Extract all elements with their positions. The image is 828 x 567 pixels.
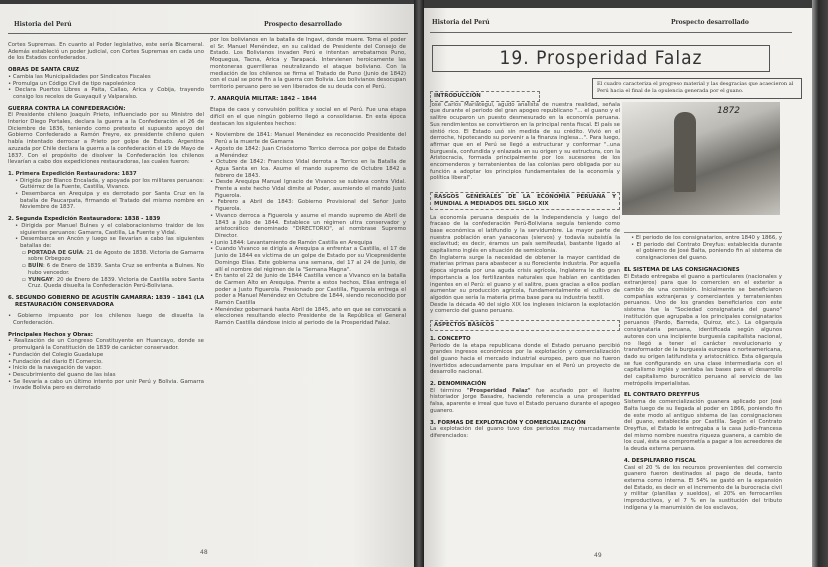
battle-name: YUNGAY xyxy=(28,276,53,283)
section-heading: 2. DENOMINACIÓN xyxy=(430,381,487,388)
image-year: 1872 xyxy=(717,106,740,116)
list-item: • Fundación del Colegio Guadalupe xyxy=(8,352,204,359)
list-item: • Inicio de la navegación de vapor. xyxy=(8,365,204,372)
list-item: • En tanto el 22 de Junio de 1844 Castilla vence a Vivanco en la batalla de Carmen Alto en Arequipa. Frente a estos hechos, Elías entrega el poder a Justo Figuerola. Presionado por Castilla, Figuerola entrega el poder a Manuel Menéndez en Octubre de 1844, siendo reconocido por Ramón Castilla xyxy=(210,273,406,307)
header-rule xyxy=(8,33,408,34)
page-number: 49 xyxy=(594,552,602,559)
section-heading: Principales Hechos y Obras: xyxy=(8,331,93,338)
list-item: • Agosto de 1842: Juan Crisóstomo Torrico derroca por golpe de Estado a Menéndez xyxy=(210,146,406,159)
section-heading: EL SISTEMA DE LAS CONSIGNACIONES xyxy=(624,266,740,273)
list-item: • Desembarca en Ancón y luego se llevarían a cabo las siguientes batallas de: xyxy=(8,236,204,249)
list-item: • Promulga un Código Civil de tipo napoleónico xyxy=(8,81,204,88)
paragraph: El Presidente chileno Joaquín Prieto, influenciado por su Ministro del Interior Diego Portales, declara la guerra a la Confederación el 26 de Diciembre de 1836, teniendo como pretexto el supuesto apoyo del Gobierno Confederado a Ramón Freyre, ex presidente chileno quien había intentado derrocar a Prieto por golpe de Estado. Argentina azuzada por Chile declara la guerra a la confederación el 19 de Mayo de 1837. Con el propósito de disolver la Confederación los chilenos llevarían a cabo dos expediciones restauradoras, las cuales fueron: xyxy=(8,112,204,166)
paragraph: Desde la década 40 del siglo XIX los ingleses iniciaron la explotación y comercio del guano peruano. xyxy=(430,301,620,315)
list-item: • Dirigida por Manuel Bulnes y el colaboracionismo traidor de los siguientes peruanos: Gamarra, Castilla, La Fuente y Vidal. xyxy=(8,223,204,236)
right-column-2 xyxy=(624,235,782,511)
paragraph: El término "Prosperidad Falaz" fue acuñado por el ilustre historiador Jorge Basadre, haciendo referencia a una prosperidad falsa, aparente e irreal que tuvo el Estado peruano durante el apogeo guanero. xyxy=(430,387,620,414)
section-heading: GUERRA CONTRA LA CONFEDERACIÓN: xyxy=(8,105,126,112)
running-header-left: Historia del Perú xyxy=(14,21,72,28)
section-heading: 7. ANARQUÍA MILITAR: 1842 – 1844 xyxy=(210,95,317,102)
left-column-1 xyxy=(8,42,204,392)
running-header-right: Prospecto desarrollado xyxy=(264,21,342,28)
page-number: 48 xyxy=(200,549,208,556)
battle-item xyxy=(8,263,204,276)
header-rule xyxy=(430,32,792,33)
divider xyxy=(624,232,782,233)
list-item: • Menéndez gobernará hasta Abril de 1845, año en que se convocará a elecciones resultando electo Presidente de la República el General Ramón Castilla dándose inicio al periodo de la Prosperidad Falaz. xyxy=(210,307,406,327)
book-gutter xyxy=(414,0,424,567)
battle-text: : 21 de Agosto de 1838. Victoria de Gamarra sobre Orbegozo xyxy=(28,249,204,263)
battle-item xyxy=(8,250,204,263)
battle-text: : 20 de Enero de 1839. Victoria de Castilla sobre Santa Cruz. Queda disuelta la Confederación Perú-Boliviana. xyxy=(28,276,204,290)
section-heading: 1. CONCEPTO xyxy=(430,335,471,342)
intro-heading: INTRODUCCIÓN xyxy=(430,91,540,102)
running-header-right: Prospecto desarrollado xyxy=(671,19,749,26)
list-item: • El periodo del Contrato Dreyfus: establecida durante el gobierno de José Balta, poniendo fin al sistema de consignaciones del guano. xyxy=(624,242,782,262)
list-item: • Octubre de 1842: Francisco Vidal derrota a Torrico en la Batalla de Agua Santa en Ica. Asume el mando supremo de Octubre 1842 a febrero de 1843. xyxy=(210,159,406,179)
paragraph: Sistema de comercialización guanera aplicado por José Balta luego de su llegada al poder en 1866, poniendo fin de este modo al antiguo sistema de las consignaciones del guano, establecida por Castilla. Según el Contrato Dreyffus, el Estado le entregaba a la casa judío-francesa del mismo nombre nuestra riqueza guanera, a cambio de los cual, ésta se comprometía a pagar a los acreedores de la deuda externa peruana. xyxy=(624,399,782,453)
paragraph: El Estado entregaba el guano a particulares (nacionales y extranjeros) para que lo comercien en el exterior a cambio de una comisión. Inicialmente se beneficiaron compañías extranjeras y comerciantes y terratenientes peruanos. Uno de los grandes beneficiarios con este sistema fue la "Sociedad consignataria del guano" institución que agrupaba a los principales consignatarios peruanos (Pardo, Barreda, Quiroz, etc.). La oligarquía consignataria peruana, identificada según algunos autores con una incipiente burguesía capitalista nacional, no llegó a tener el carácter revolucionario y transformador de la burguesía europea o norteamericana, dado su origen latifundista y aristocrático. Esta oligarquía se fue configurando en una clase intermediaria con el capitalismo inglés y sentaba las bases para el desarrollo del capitalismo burocrático peruano al servicio de las metrópolis imperialistas. xyxy=(624,273,782,387)
paragraph: José Carlos Mariátegui, agudo analista de nuestra realidad, señala que durante el periodo del gran apogeo republicano "... el guano y el salitre ocuparon un puesto desmesurado en la economía peruana. Sus rendimientos se convirtieron en la principal renta fiscal. El país se sintió rico. El Estado usó sin medida de su crédito. Vivió en el derroche, hipotecando su porvenir a la finanza inglesa...". Para luego, afirmar que en el Perú se llegó a estructurar y conformar "..una burguesía, confundida y enlazada en su origen y su estructura, con la Aristocracia, formada principalmente por los sucesores de los encomenderos y terratenientes de las colonias pero obligada por su función a adoptar los principios fundamentales de la economía y política liberal". xyxy=(430,101,620,182)
book-right-edge xyxy=(812,0,828,567)
section-heading: OBRAS DE SANTA CRUZ xyxy=(8,67,80,74)
list-item: • Gobierno impuesto por los chilenos luego de disuelta la Confederación. xyxy=(8,313,204,326)
list-item: • Realización de un Congreso Constituyente en Huancayo, donde se promulgará la Constitución de 1839 de carácter conservador. xyxy=(8,338,204,351)
allegorical-figure xyxy=(674,112,696,192)
battle-item xyxy=(8,277,204,290)
battle-name: PORTADA DE GUÍA xyxy=(27,249,83,256)
list-item: • Se llevaría a cabo un último intento por unir Perú y Bolivia. Gamarra invade Bolivia pero es derrotado xyxy=(8,379,204,392)
list-item: • Febrero a Abril de 1843: Gobierno Provisional del Señor Justo Figuerola. xyxy=(210,199,406,212)
right-page xyxy=(424,8,812,567)
battle-name: BUÍN xyxy=(27,263,43,270)
running-header-left: Historia del Perú xyxy=(432,19,490,26)
paragraph: por los bolivianos en la batalla de Ingavi, donde muere. Toma el poder el Sr. Manuel Menéndez, en su calidad de Presidente del Consejo de Estado. Los Bolivianos invaden Perú e intentan arrebatarnos Puno, Moquegua, Tacna, Arica y Tarapacá. Intervienen heroicamente las montoneras guerrilleras neutralizando el ataque boliviano. Con la mediación de los chilenos se firma el Tratado de Puno (Junio de 1842) con el cual se pone fin a la guerra con Bolivia. Los bolivianos desocupan territorio peruano pero se ven liberados de su deuda con el Perú. xyxy=(210,37,406,90)
section-heading-box: ASPECTOS BÁSICOS xyxy=(430,320,620,331)
paragraph: Periodo de la etapa republicana donde el Estado peruano percibió grandes ingresos económicos por la explotación y comercialización del guano hacia el mercado industrial europeo, pero que no fueron invertidos adecuadamente para impulsar en el Perú un proyecto de desarrollo nacional. xyxy=(430,342,620,376)
image-caption: El cuadro caracteriza el progreso material y las desgracias que acaecieron al Perú hacia el final de la opulencia generada por el guano. xyxy=(592,78,802,99)
list-item: • Desde Arequipa Manuel Ignacio de Vivanco se subleva contra Vidal. Frente a este hecho Vidal dimite al Poder, asumiendo el mando Justo Figuerola. xyxy=(210,179,406,199)
list-item: • Junio 1844: Levantamiento de Ramón Castilla en Arequipa xyxy=(210,240,406,247)
paragraph: La explotación del guano tuvo dos periodos muy marcadamente diferenciados: xyxy=(430,426,620,439)
paragraph: Etapa de caos y convulsión política y social en el Perú. Fue una etapa difícil en el que ningún gobierno llegó a consolidarse. En esta época destacan los siguientes hechos: xyxy=(210,107,406,127)
right-column-1 xyxy=(430,91,620,440)
section-heading: 6. SEGUNDO GOBIERNO DE AGUSTÍN GAMARRA: 1839 – 1841 (LA RESTAURACIÓN CONSERVADORA xyxy=(8,294,204,308)
list-item: • Cuando Vivanco se dirigía a Arequipa a enfrentar a Castilla, el 17 de Junio de 1844 es víctima de un golpe de Estado por su Vicepresidente Domingo Elías. Este gobierna una semana, del 17 al 24 de Junio, de allí el nombre del régimen de la "Semana Magna". xyxy=(210,246,406,273)
paragraph: Casi el 20 % de los recursos provenientes del comercio guanero fueron destinados al pago de deuda, tanto externa como interna. El 54% se gastó en la expansión del Estado, es decir en el incremento de la burocracia civil y militar (planillas y sueldos), el 20% en ferrocarriles improductivos, y el 7 % en la sustitución del tributo indígena y la manumisión de los esclavos, xyxy=(624,464,782,511)
list-item: • Desembarca en Arequipa y es derrotado por Santa Cruz en la batalla de Paucarpata, firmando el Tratado del mismo nombre en Noviembre de 1837. xyxy=(8,191,204,211)
list-item: • Noviembre de 1841: Manuel Menéndez es reconocido Presidente del Perú a la muerte de Gamarra xyxy=(210,132,406,145)
paragraph: En Inglaterra surge la necesidad de obtener la mayor cantidad de materias primas para abastecer a su floreciente industria. Por aquella época signada por una aguda crisis agrícola, Inglaterra le dio gran importancia a los fertilizantes naturales que habían en cantidades ingentes en el Perú: el guano y el salitre, pues gracias a ellos podían aumentar su producción agrícola, fundamentalmente el cultivo de algodón que sería la materia prima base para su industria textil. xyxy=(430,254,620,301)
list-item: • Declara Puertos Libres a Paita, Callao, Arica y Cobija, trayendo consigo los recelos de Guayaquil y Valparaíso. xyxy=(8,87,204,100)
section-heading-box: RASGOS GENERALES DE LA ECONOMÍA PERUANA Y MUNDIAL A MEDIADOS DEL SIGLO XIX xyxy=(430,192,620,209)
paragraph: La economía peruana después de la Independencia y luego del fracaso de la confederación Perú-Boliviana seguía teniendo como base económica el latifundio y la servidumbre. La mayor parte de nuestra población eran yanaconas (siervos) y todavía subsistía la esclavitud; es decir, éramos un país semifeudal, bastante ligado al capitalismo inglés en situación de semicolonia. xyxy=(430,214,620,255)
section-heading: 4. DESPILFARRO FISCAL xyxy=(624,457,697,464)
list-item: • El periodo de los consignatarios, entre 1840 y 1866, y xyxy=(624,235,782,242)
section-heading: 3. FORMAS DE EXPLOTACIÓN Y COMERCIALIZACIÓN xyxy=(430,419,586,426)
list-item: • Vivanco derroca a Figuerola y asume el mando supremo de Abril de 1843 a Julio de 1844. Establece un régimen ultra conservador y aristocrático denominado "DIRECTORIO", al nombrase Supremo Director. xyxy=(210,213,406,240)
left-column-2 xyxy=(210,37,406,327)
subsection-heading: 1. Primera Expedición Restauradora: 1837 xyxy=(8,170,137,177)
list-item: • Dirigida por Blanco Encalada, y apoyada por los militares peruanos: Gutiérrez de la Fuente, Castilla, Vivanco. xyxy=(8,178,204,191)
list-item: • Fundación del diario El Comercio. xyxy=(8,359,204,366)
bold-term: "Prosperidad Falaz" xyxy=(466,387,531,394)
historical-illustration xyxy=(622,102,780,215)
battle-text: : 6 de Enero de 1839. Santa Cruz se enfrenta a Bulnes. No hubo vencedor. xyxy=(28,263,204,276)
list-item: • Cambia las Municipalidades por Sindicatos Fiscales xyxy=(8,74,204,81)
chapter-title: 19. Prosperidad Falaz xyxy=(432,45,770,72)
left-page xyxy=(0,4,414,567)
paragraph: Cortes Supremas. En cuanto al Poder legislativo, este sería Bicameral. Además estableció un poder judicial, con Cortes Supremas en cada uno de los Estados confederados. xyxy=(8,42,204,62)
subsection-heading: 2. Segunda Expedición Restauradora: 1838 - 1839 xyxy=(8,216,161,223)
list-item: • Descubrimiento del guano de las islas xyxy=(8,372,204,379)
section-heading: EL CONTRATO DREYFFUS xyxy=(624,392,700,399)
